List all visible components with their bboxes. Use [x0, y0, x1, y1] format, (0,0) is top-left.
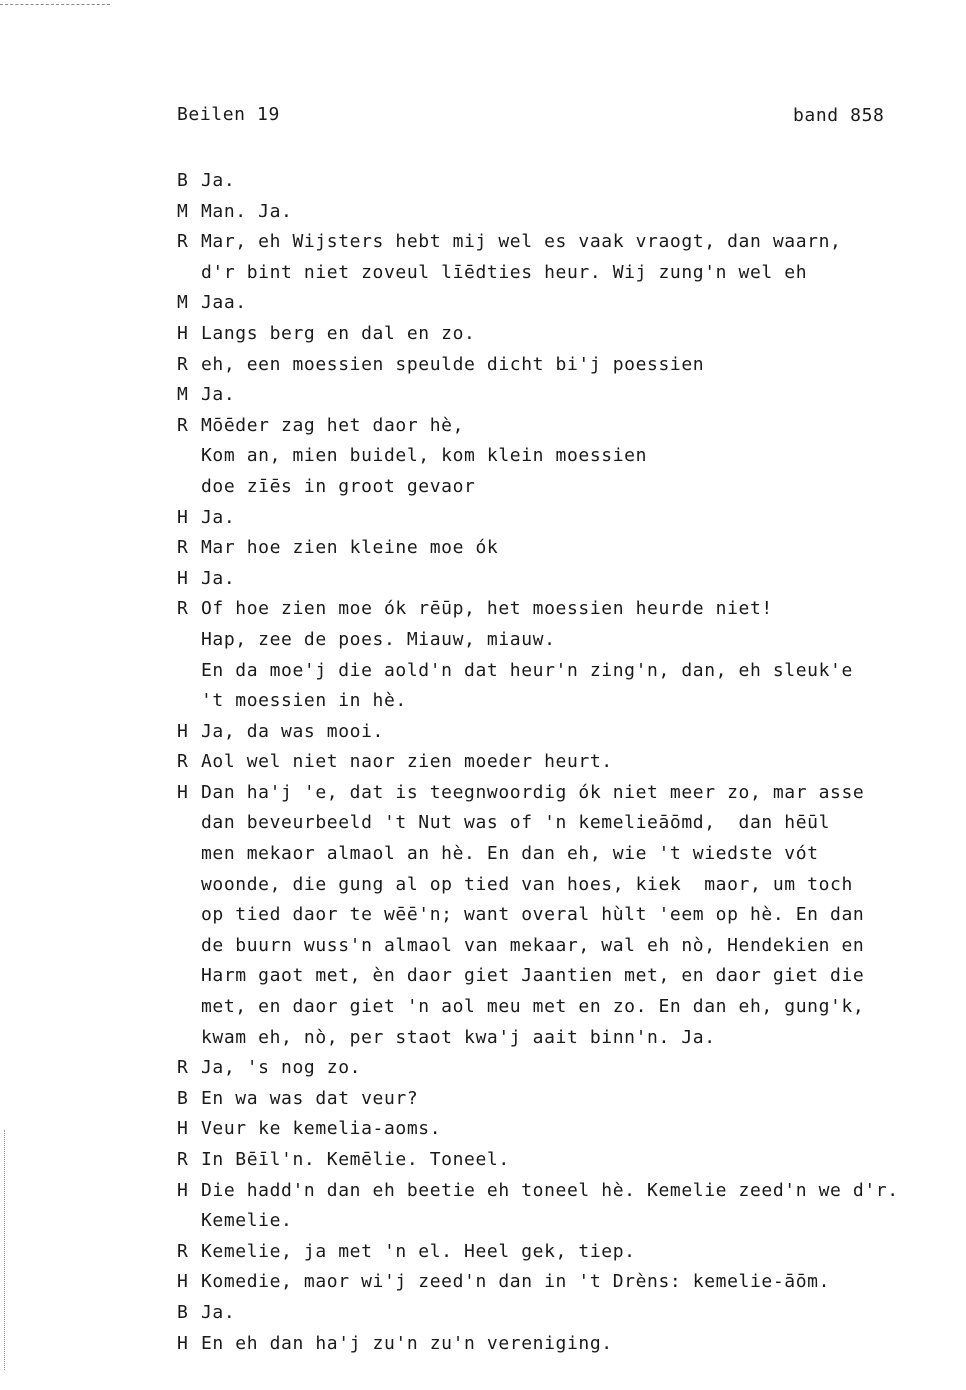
utterance-line: Komedie, maor wi'j zeed'n dan in 't Drèns: kemelie-āōm. [201, 1271, 831, 1293]
transcript-turn [177, 227, 957, 288]
speaker-code: M [177, 200, 189, 222]
utterance-line: Ja. [201, 384, 236, 406]
speaker-code: R [177, 1149, 189, 1170]
scan-margin-marks [4, 1130, 6, 1370]
speaker-code: H [177, 567, 189, 589]
transcript-turn [177, 319, 957, 350]
transcript-turn [177, 594, 957, 716]
utterance [201, 411, 957, 503]
speaker-code: R [177, 537, 189, 559]
transcript-turn [177, 1053, 957, 1084]
transcript-turn [177, 1176, 957, 1237]
speaker-code: H [177, 506, 189, 528]
utterance [201, 1176, 957, 1237]
utterance-line: Ja. [201, 1301, 236, 1323]
utterance-line: Man. Ja. [201, 200, 293, 222]
speaker-code: H [177, 781, 189, 803]
transcript-turn [177, 1298, 957, 1329]
utterance-line: Ja. [201, 170, 236, 191]
utterance [201, 533, 957, 564]
utterance [201, 1053, 957, 1084]
utterance-line: Langs berg en dal en zo. [201, 322, 476, 344]
utterance-line: Mar hoe zien kleine moe ók [201, 537, 499, 559]
utterance-line: En eh dan ha'j zu'n zu'n vereniging. [201, 1332, 613, 1354]
utterance-line: de buurn wuss'n almaol van mekaar, wal eh nò, Hendekien en [201, 934, 865, 956]
utterance-line: Jaa. [201, 292, 247, 314]
utterance [201, 1237, 957, 1268]
utterance [201, 350, 957, 381]
utterance [201, 197, 957, 228]
speaker-code: B [177, 170, 189, 191]
transcript-turn [177, 533, 957, 564]
utterance-line: met, en daor giet 'n aol meu met en zo. En dan eh, gung'k, [201, 996, 865, 1018]
speaker-code: R [177, 353, 189, 375]
utterance-line: Mar, eh Wijsters hebt mij wel es vaak vraogt, dan waarn, [201, 231, 842, 253]
speaker-code: R [177, 751, 189, 773]
utterance-line: dan beveurbeeld 't Nut was of 'n kemelieāōmd, dan hēūl [201, 812, 831, 834]
speaker-code: H [177, 1179, 189, 1201]
speaker-code: B [177, 1087, 189, 1109]
transcript-turn [177, 1114, 957, 1145]
speaker-code: R [177, 231, 189, 253]
utterance [201, 1298, 957, 1329]
transcript-turn [177, 380, 957, 411]
utterance [201, 564, 957, 595]
utterance-line: Ja, 's nog zo. [201, 1057, 362, 1079]
utterance [201, 594, 957, 716]
utterance [201, 717, 957, 748]
utterance [201, 380, 957, 411]
utterance-line: Kemelie, ja met 'n el. Heel gek, tiep. [201, 1240, 636, 1262]
transcript-turn [177, 350, 957, 381]
utterance-line: Ja, da was mooi. [201, 720, 384, 742]
page-header-location: Beilen 19 [177, 104, 280, 125]
utterance [201, 1329, 957, 1360]
speaker-code: H [177, 720, 189, 742]
utterance [201, 1084, 957, 1115]
transcript-turn [177, 1145, 957, 1176]
utterance-line: eh, een moessien speulde dicht bi'j poessien [201, 353, 705, 375]
transcript-turn [177, 564, 957, 595]
utterance [201, 503, 957, 534]
utterance-line: men mekaor almaol an hè. En dan eh, wie 't wiedste vót [201, 843, 819, 865]
utterance-line: doe zīēs in groot gevaor [201, 475, 476, 497]
utterance-line: En da moe'j die aold'n dat heur'n zing'n, dan, eh sleuk'e [201, 659, 853, 681]
speaker-code: H [177, 1118, 189, 1140]
utterance [201, 288, 957, 319]
speaker-code: M [177, 384, 189, 406]
transcript-turn [177, 778, 957, 1053]
utterance-line: In Bēīl'n. Kemēlie. Toneel. [201, 1149, 510, 1170]
utterance-line: kwam eh, nò, per staot kwa'j aait binn'n. Ja. [201, 1026, 716, 1048]
utterance-line: Veur ke kemelia-aoms. [201, 1118, 442, 1140]
speaker-code: R [177, 598, 189, 620]
utterance-line: En wa was dat veur? [201, 1087, 419, 1109]
utterance-line: Harm gaot met, èn daor giet Jaantien met, en daor giet die [201, 965, 865, 987]
utterance-line: Of hoe zien moe ók rēūp, het moessien heurde niet! [201, 598, 773, 620]
speaker-code: H [177, 1332, 189, 1354]
utterance [201, 227, 957, 288]
transcript-turn [177, 166, 957, 197]
utterance-line: Dan ha'j 'e, dat is teegnwoordig ók niet meer zo, mar asse [201, 781, 865, 803]
utterance-line: Ja. [201, 567, 236, 589]
utterance-line: woonde, die gung al op tied van hoes, kiek maor, um toch [201, 873, 853, 895]
transcript-turn [177, 1329, 957, 1360]
utterance-line: 't moessien in hè. [201, 690, 407, 712]
transcript-turn [177, 747, 957, 778]
utterance-line: Mōēder zag het daor hè, [201, 414, 465, 436]
utterance [201, 319, 957, 350]
utterance [201, 1145, 957, 1176]
utterance [201, 778, 957, 1053]
utterance-line: op tied daor te wēē'n; want overal hùlt 'eem op hè. En dan [201, 904, 865, 926]
utterance-line: Die hadd'n dan eh beetie eh toneel hè. Kemelie zeed'n we d'r. [201, 1179, 899, 1201]
utterance [201, 166, 957, 197]
transcript-turn [177, 1237, 957, 1268]
utterance-line: Hap, zee de poes. Miauw, miauw. [201, 628, 556, 650]
utterance-line: Ja. [201, 506, 236, 528]
utterance-line: d'r bint niet zoveul līēdties heur. Wij zung'n wel eh [201, 261, 808, 283]
transcript [177, 166, 957, 1359]
transcript-turn [177, 288, 957, 319]
speaker-code: R [177, 1057, 189, 1079]
scan-edge-marks [0, 4, 110, 6]
speaker-code: H [177, 322, 189, 344]
speaker-code: R [177, 1240, 189, 1262]
utterance-line: Kemelie. [201, 1210, 293, 1232]
speaker-code: R [177, 414, 189, 436]
utterance-line: Kom an, mien buidel, kom klein moessien [201, 445, 648, 467]
speaker-code: B [177, 1301, 189, 1323]
transcript-turn [177, 197, 957, 228]
utterance [201, 1267, 957, 1298]
utterance [201, 1114, 957, 1145]
transcript-turn [177, 1267, 957, 1298]
page-header-tape: band 858 [793, 105, 885, 126]
utterance-line: Aol wel niet naor zien moeder heurt. [201, 751, 613, 773]
transcript-turn [177, 717, 957, 748]
speaker-code: M [177, 292, 189, 314]
transcript-turn [177, 411, 957, 503]
utterance [201, 747, 957, 778]
transcript-turn [177, 503, 957, 534]
speaker-code: H [177, 1271, 189, 1293]
transcript-turn [177, 1084, 957, 1115]
